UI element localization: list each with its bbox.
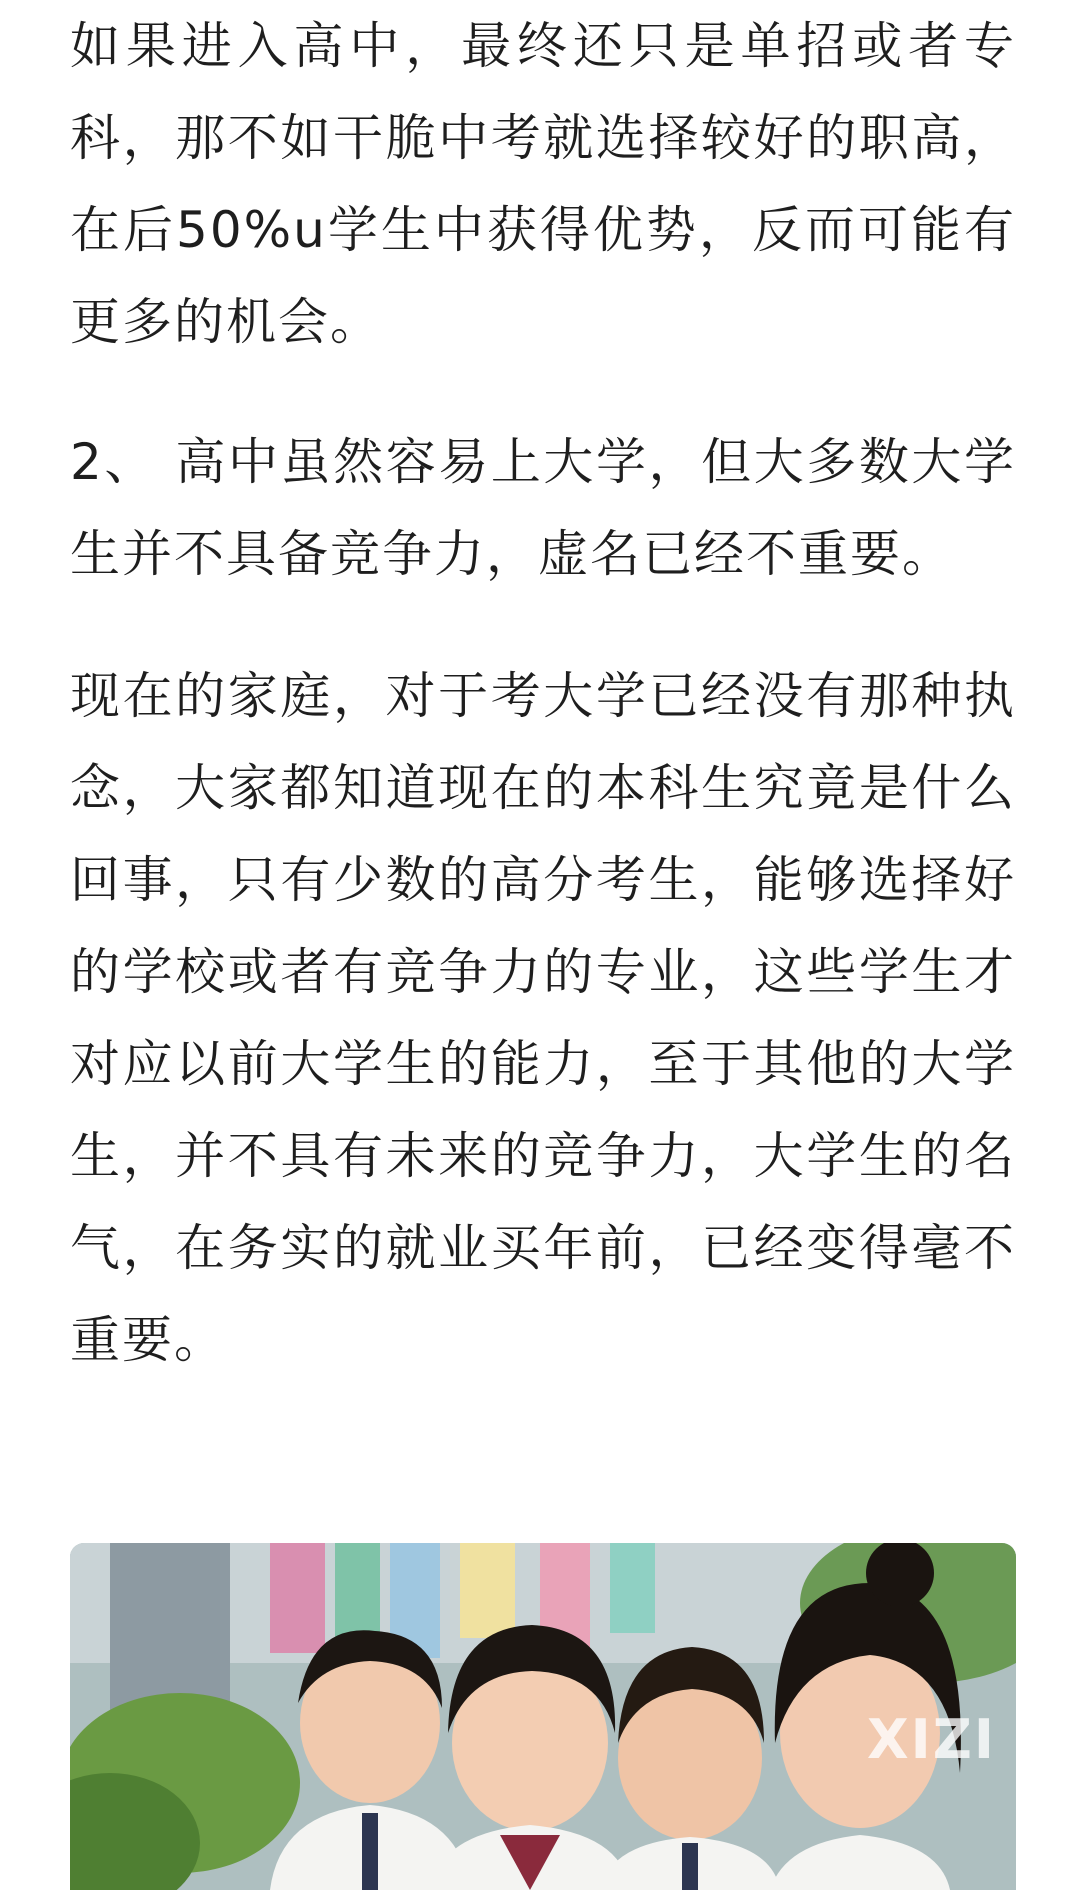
paragraph-2: 2、 高中虽然容易上大学，但大多数大学生并不具备竞争力，虚名已经不重要。 [70, 433, 1016, 583]
article-photo[interactable] [70, 1543, 1016, 1890]
watermark-logo: XIZI [867, 1708, 996, 1771]
paragraph-1: 如果进入高中，最终还只是单招或者专科，那不如干脆中考就选择较好的职高，在后50%u学生中获得优势，反而可能有更多的机会。 [70, 17, 1016, 351]
paragraph-3: 现在的家庭，对于考大学已经没有那种执念，大家都知道现在的本科生究竟是什么回事，只有少数的高分考生，能够选择好的学校或者有竞争力的专业，这些学生才对应以前大学生的能力，至于其他的大学生，并不具有未来的竞争力，大学生的名气，在务实的就业买年前，已经变得毫不重要。 [70, 667, 1016, 1369]
article-body [70, 0, 1016, 1386]
